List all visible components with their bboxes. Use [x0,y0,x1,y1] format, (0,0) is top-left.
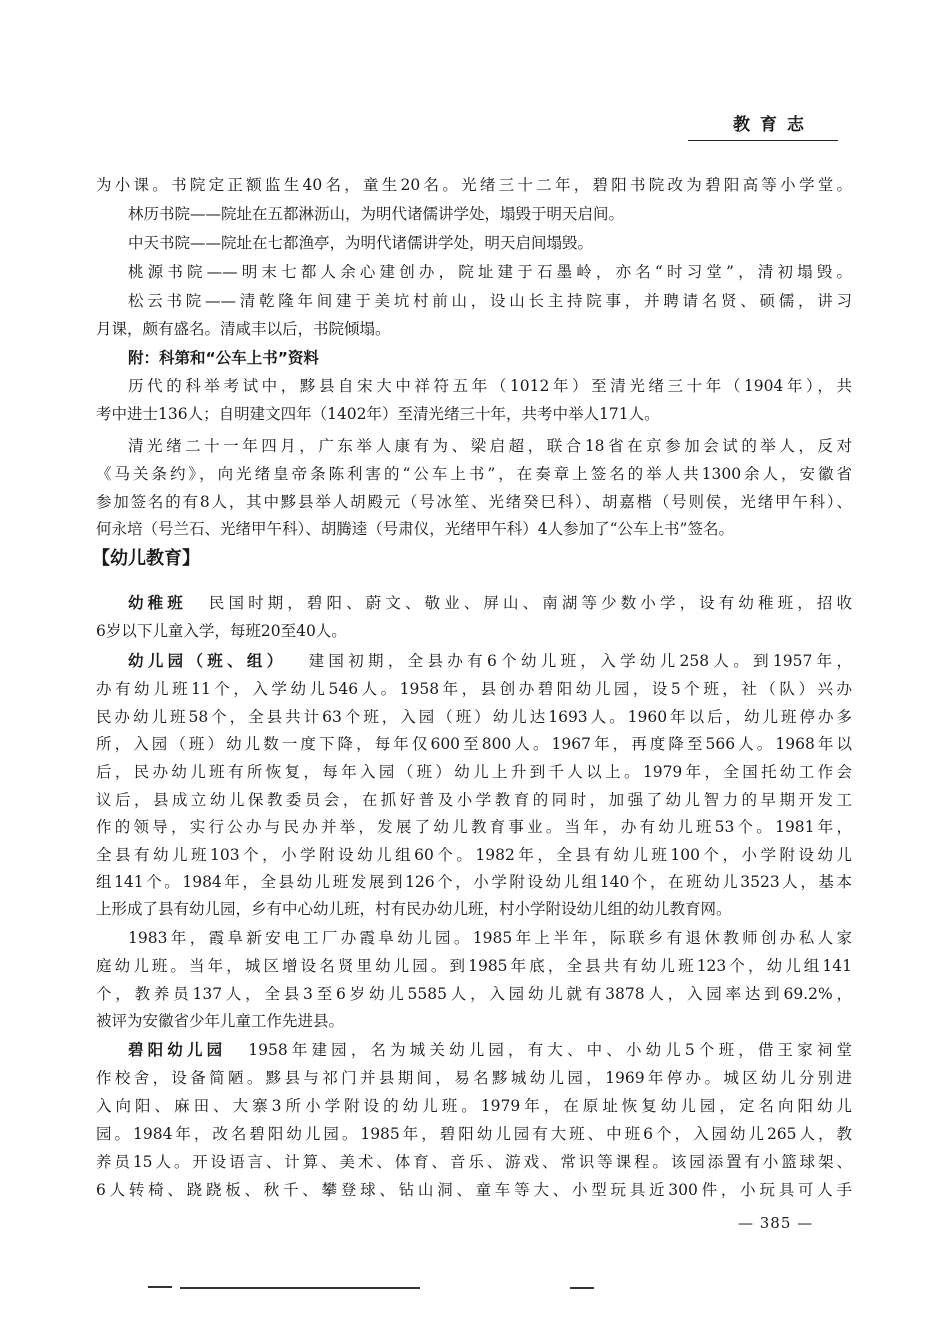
text-line: 6人转椅、跷跷板、秋千、攀登球、钻山洞、童车等大、小型玩具近300件，小玩具可人手 [96,1181,852,1199]
text-line: 个，教养员137人，全县3至6岁幼儿5585人，入园幼儿就有3878人，入园率达到69.2%， [96,985,852,1003]
text-line: 《马关条约》，向光绪皇帝条陈利害的“公车上书”，在奏章上签名的举人共1300余人，安徽省 [96,465,852,483]
text-line: 1983年，霞阜新安电工厂办霞阜幼儿园。1985年上半年，际联乡有退休教师创办私人家 [128,929,852,947]
text-line: 议后，县成立幼儿保教委员会，在抓好普及小学教育的同时，加强了幼儿智力的早期开发工 [96,791,852,809]
text-line: 清光绪二十一年四月，广东举人康有为、梁启超，联合18省在京参加会试的举人，反对 [128,437,852,455]
entry-biyang-kindergarten [128,1040,852,1060]
header-rule [688,140,838,141]
text-line: 组141个。1984年，全县幼儿班发展到126个，小学附设幼儿组140个，在班幼儿3523人，基本 [96,873,852,891]
text-line: 林历书院——院址在五都淋沥山，为明代诸儒讲学处，塌毁于明天启间。 [128,205,625,223]
text-line: 作校舍，设备简陋。黟县与祁门并县期间，易名黟城幼儿园，1969年停办。城区幼儿分别进 [96,1069,852,1087]
entry-term: 碧阳幼儿园 [128,1041,227,1059]
entry-text: 民国时期，碧阳、蔚文、敬业、屏山、南湖等少数小学，设有幼稚班，招收 [208,594,852,612]
scan-artifact [570,1287,594,1289]
text-line: 参加签名的有8人，其中黟县举人胡殿元（号冰笙、光绪癸巳科）、胡嘉楷（号则侯，光绪甲午科）、 [96,493,852,511]
text-line: 为小课。书院定正额监生40名，童生20名。光绪三十二年，碧阳书院改为碧阳高等小学堂。 [96,176,852,194]
text-line: 办有幼儿班11个，入学幼儿546人。1958年，县创办碧阳幼儿园，设5个班，社（队）兴办 [96,680,852,698]
text-line: 被评为安徽省少年儿童工作先进县。 [96,1012,345,1030]
text-line: 松云书院——清乾隆年间建于美坑村前山，设山长主持院事，并聘请名贤、硕儒，讲习 [128,292,852,310]
text-line: 何永培（号兰石、光绪甲午科）、胡腾逵（号肃仪，光绪甲午科）4人参加了“公车上书”签名。 [96,520,734,538]
appendix-heading: 附：科第和“公车上书”资料 [128,349,319,367]
entry-text: 建国初期，全县办有6个幼儿班，入学幼儿258人。到1957年， [308,652,852,670]
entry-text: 1958年建园，名为城关幼儿园，有大、中、小幼儿5个班，借王家祠堂 [248,1041,852,1059]
section-heading: 【幼儿教育】 [92,548,200,569]
text-line: 所，入园（班）幼儿数一度下降，每年仅600至800人。1967年，再度降至566人。1968年以 [96,735,852,753]
text-line: 桃源书院——明末七都人余心建创办，院址建于石墨岭，亦名“时习堂”，清初塌毁。 [128,263,852,281]
text-line: 上形成了县有幼儿园，乡有中心幼儿班，村有民办幼儿班，村小学附设幼儿组的幼儿教育网。 [96,900,732,918]
text-line: 后，民办幼儿班有所恢复，每年入园（班）幼儿上升到千人以上。1979年，全国托幼工作会 [96,763,852,781]
scan-artifact [148,1286,172,1288]
text-line: 养员15人。开设语言、计算、美术、体育、音乐、游戏、常识等课程。该园添置有小篮球架、 [96,1153,852,1171]
text-line: 全县有幼儿班103个，小学附设幼儿组60个。1982年，全县有幼儿班100个，小学附设幼儿 [96,846,852,864]
text-line: 月课，颇有盛名。清咸丰以后，书院倾塌。 [96,320,391,338]
entry-kindergarten-class [128,593,852,613]
text-line: 入向阳、麻田、大寨3所小学附设的幼儿班。1979年，在原址恢复幼儿园，定名向阳幼儿 [96,1097,852,1115]
text-line: 民办幼儿班58个，全县共计63个班，入园（班）幼儿达1693人。1960年以后，幼儿班停办多 [96,708,852,726]
scan-artifact [180,1287,420,1289]
entry-term: 幼儿园（班、组） [128,652,287,670]
text-line: 庭幼儿班。当年，城区增设名贤里幼儿园。到1985年底，全县共有幼儿班123个，幼儿组141 [96,957,852,975]
text-line: 中天书院——院址在七都渔亭，为明代诸儒讲学处，明天启间塌毁。 [128,234,594,252]
entry-kindergarten [128,651,852,671]
text-line: 园。1984年，改名碧阳幼儿园。1985年，碧阳幼儿园有大班、中班6个，入园幼儿265人，教 [96,1125,852,1143]
entry-term: 幼稚班 [128,594,187,612]
text-line: 6岁以下儿童入学，每班20至40人。 [96,622,347,640]
text-line: 历代的科举考试中，黟县自宋大中祥符五年（1012年）至清光绪三十年（1904年），共 [128,377,852,395]
page-number: — 385 — [738,1214,814,1232]
text-line: 考中进士136人；自明建文四年（1402年）至清光绪三十年，共考中举人171人。 [96,405,660,423]
text-line: 作的领导，实行公办与民办并举，发展了幼儿教育事业。当年，办有幼儿班53个。1981年， [96,818,852,836]
running-header-title: 教育志 [733,115,814,135]
